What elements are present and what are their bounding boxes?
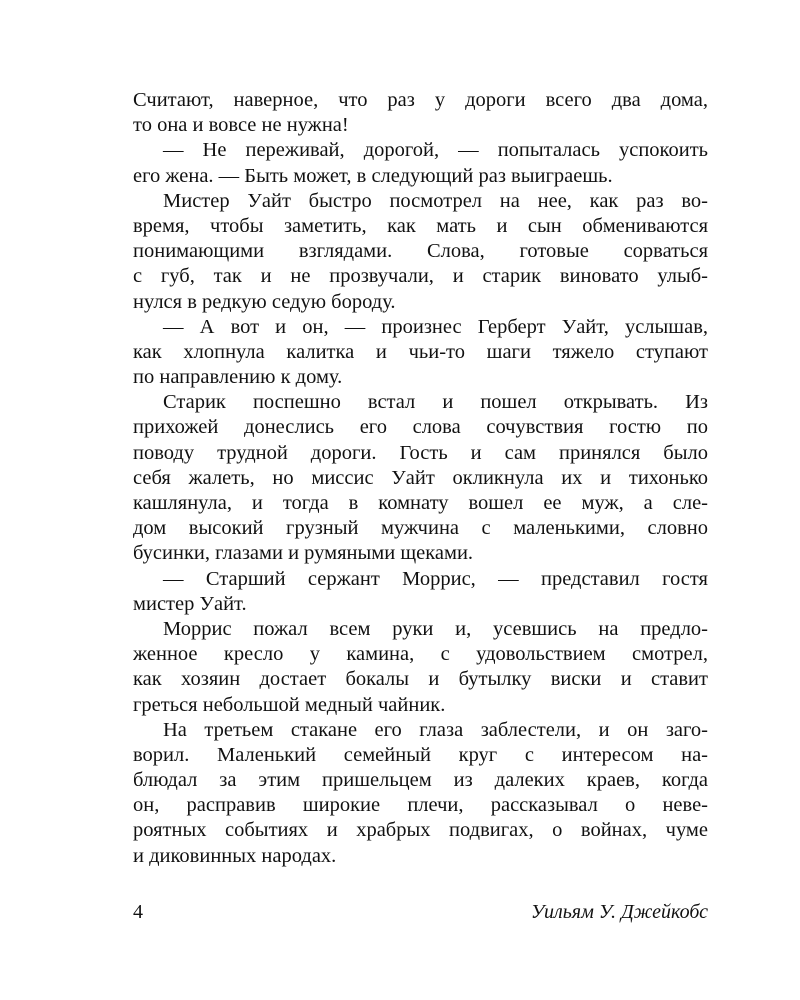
- text-line: с губ, так и не прозвучали, и старик виновато улыб-: [133, 265, 708, 288]
- text-line: дом высокий грузный мужчина с маленькими, словно: [133, 517, 708, 540]
- text-line: его жена. — Быть может, в следующий раз выиграешь.: [133, 164, 613, 187]
- text-line: ворил. Маленький семейный круг с интересом на-: [133, 743, 708, 766]
- text-line: роятных событиях и храбрых подвигах, о войнах, чуме: [133, 819, 708, 842]
- text-line: кашлянула, и тогда в комнату вошел ее муж, а сле-: [133, 492, 708, 514]
- text-line: Старик поспешно встал и пошел открывать. Из: [163, 391, 708, 414]
- page-footer: [133, 898, 708, 926]
- text-line: то она и вовсе не нужна!: [133, 114, 349, 137]
- text-line: греться небольшой медный чайник.: [133, 693, 446, 716]
- text-line: как хозяин достает бокалы и бутылку виски и ставит: [133, 668, 708, 691]
- text-line: и диковинных народах.: [133, 844, 337, 867]
- text-line: блюдал за этим пришельцем из далеких краев, когда: [133, 769, 708, 792]
- text-line: — А вот и он, — произнес Герберт Уайт, услышав,: [163, 315, 708, 338]
- text-line: — Не переживай, дорогой, — попыталась успокоить: [163, 139, 708, 162]
- text-line: поводу трудной дороги. Гость и сам принялся было: [133, 441, 708, 464]
- text-line: Моррис пожал всем руки и, усевшись на предло-: [163, 617, 708, 640]
- text-line: он, расправив широкие плечи, рассказывал о неве-: [133, 794, 708, 817]
- text-line: — Старший сержант Моррис, — представил гостя: [163, 567, 708, 590]
- text-line: как хлопнула калитка и чьи-то шаги тяжело ступают: [133, 340, 708, 363]
- text-line: На третьем стакане его глаза заблестели, и он заго-: [163, 718, 708, 741]
- text-line: мистер Уайт.: [133, 592, 247, 615]
- text-line: по направлению к дому.: [133, 366, 343, 389]
- page-number: 4: [133, 901, 143, 923]
- text-line: себя жалеть, но миссис Уайт окликнула их и тихонько: [133, 466, 708, 489]
- text-line: бусинки, глазами и румяными щеками.: [133, 542, 474, 565]
- text-line: время, чтобы заметить, как мать и сын обмениваются: [133, 214, 708, 237]
- text-line: женное кресло у камина, с удовольствием смотрел,: [133, 643, 708, 666]
- text-line: Мистер Уайт быстро посмотрел на нее, как раз во-: [163, 189, 708, 212]
- body-text: [133, 88, 708, 869]
- text-line: нулся в редкую седую бороду.: [133, 290, 396, 313]
- running-title: Уильям У. Джейкобс: [530, 901, 708, 923]
- text-line: прихожей донеслись его слова сочувствия гостю по: [133, 416, 708, 439]
- text-line: Считают, наверное, что раз у дороги всего два дома,: [133, 89, 708, 111]
- text-line: понимающими взглядами. Слова, готовые сорваться: [133, 240, 708, 263]
